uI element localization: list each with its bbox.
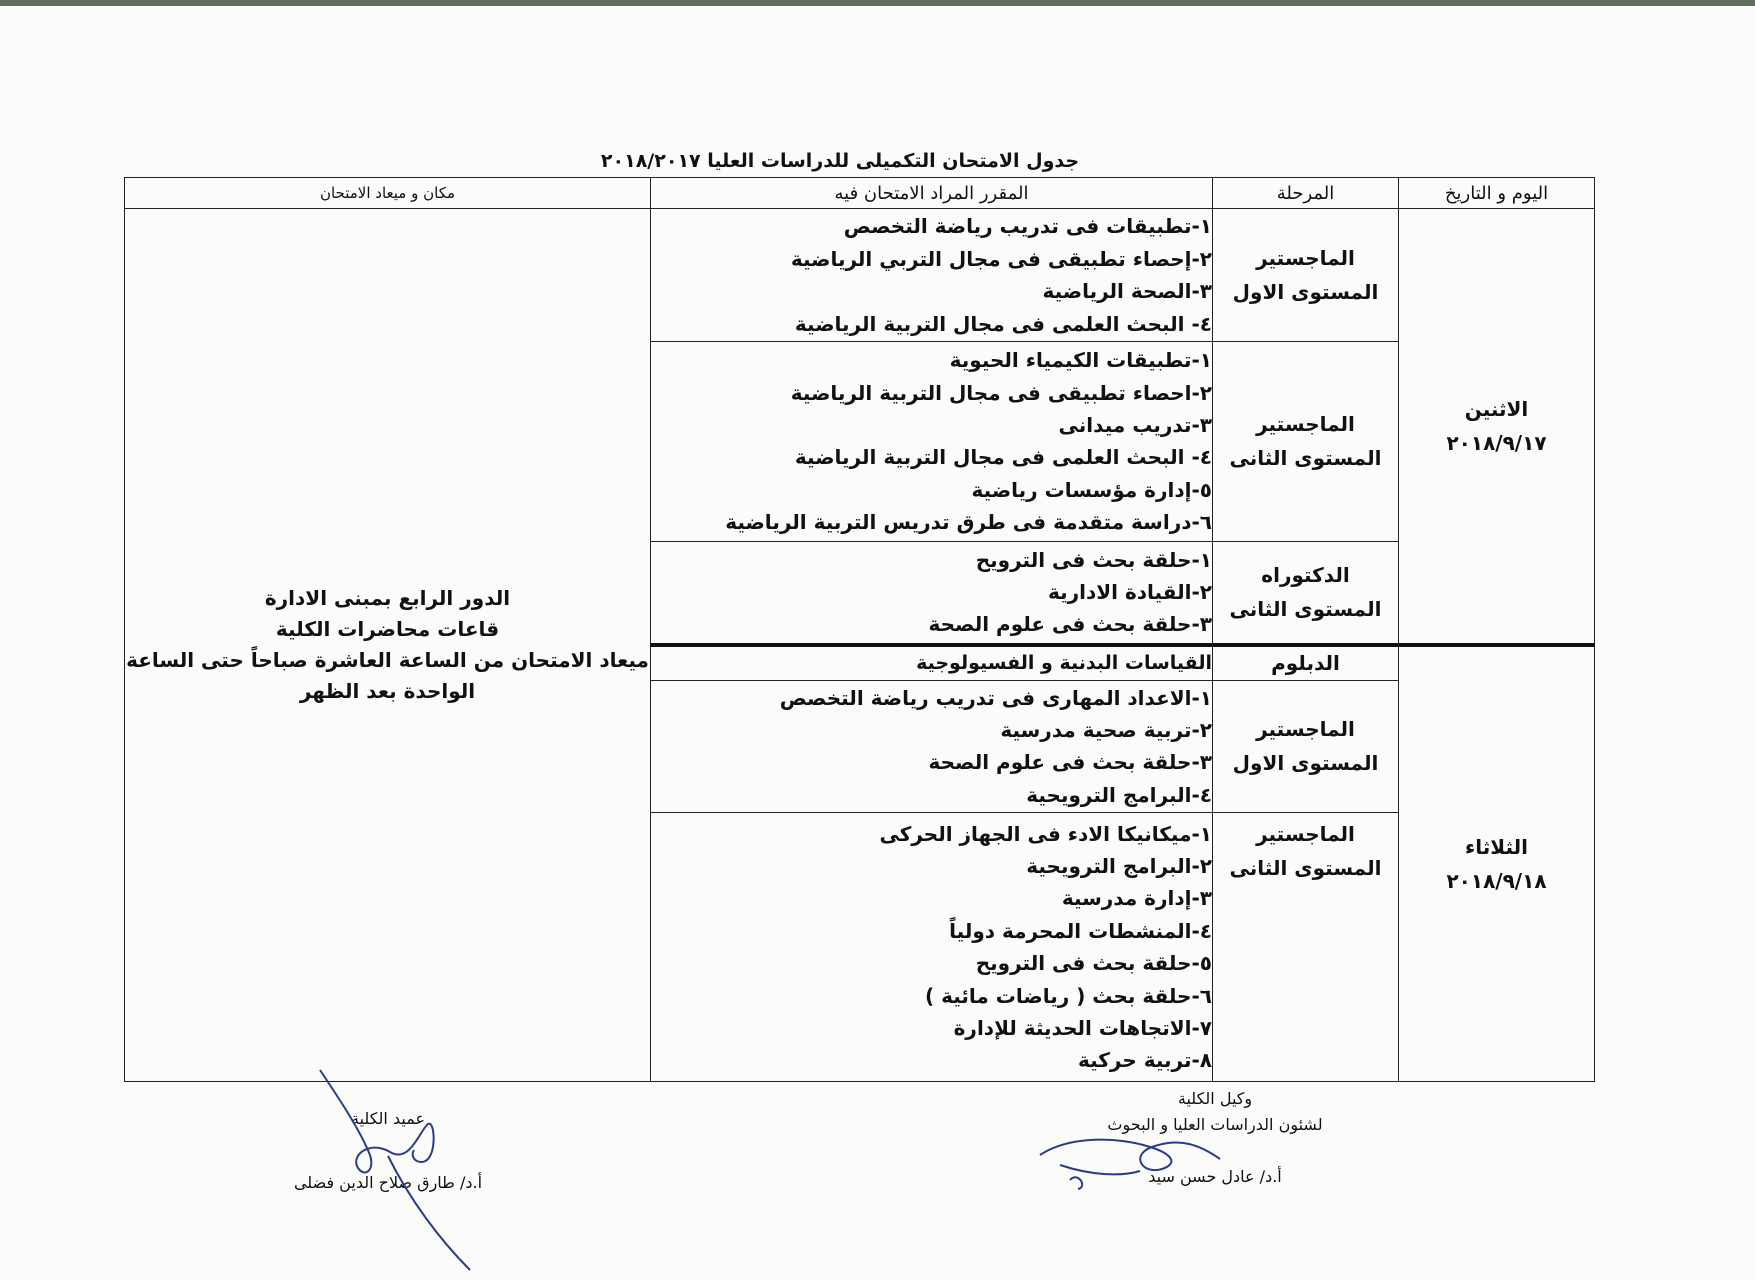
exam-schedule-table [124, 177, 1595, 1082]
course-item: ٣-حلقة بحث فى علوم الصحة [928, 612, 1212, 637]
courses-cell [651, 680, 1213, 813]
course-item: ٣-إدارة مدرسية [1061, 886, 1212, 911]
course-item: ١-حلقة بحث فى الترويح [975, 547, 1212, 572]
stage-line: الماجستير [1256, 822, 1355, 847]
stage-line: المستوى الاول [1232, 751, 1379, 776]
header-course: المقرر المراد الامتحان فيه [651, 178, 1213, 209]
vice-dean-office: لشئون الدراسات العليا و البحوث [1107, 1115, 1323, 1134]
course-item: ٢-إحصاء تطبيقى فى مجال التربي الرياضية [790, 246, 1212, 271]
stage-line: الماجستير [1256, 717, 1355, 742]
stage-cell [1213, 645, 1399, 680]
header-stage: المرحلة [1213, 178, 1399, 209]
course-item: ٤-المنشطات المحرمة دولياً [949, 918, 1212, 943]
stage-line: المستوى الاول [1232, 280, 1379, 305]
course-item: ١-الاعداد المهارى فى تدريب رياضة التخصص [779, 685, 1212, 710]
stage-line: المستوى الثانى [1229, 856, 1382, 881]
location-line: الواحدة بعد الظهر [299, 679, 476, 703]
course-item: ٧-الاتجاهات الحديثة للإدارة [953, 1016, 1212, 1040]
stage-line: المستوى الثانى [1229, 446, 1382, 471]
course-item: ٦-حلقة بحث ( رياضات مائية ) [925, 983, 1212, 1008]
course-item: القياسات البدنية و الفسيولوجية [651, 645, 1213, 680]
stage-cell [1213, 680, 1399, 813]
vice-dean-signature-block [1080, 1086, 1350, 1190]
stage-line: الماجستير [1256, 246, 1355, 271]
course-item: ٥-حلقة بحث فى الترويح [975, 951, 1212, 976]
header-location: مكان و ميعاد الامتحان [125, 178, 651, 209]
courses-cell [651, 541, 1213, 645]
course-item: ٣-الصحة الرياضية [1042, 279, 1212, 304]
course-item: ٤-البرامج الترويحية [1026, 782, 1212, 807]
day-date: ٢٠١٨/٩/١٧ [1446, 430, 1547, 455]
course-item: ١-تطبيقات الكيمياء الحيوية [949, 348, 1212, 373]
stage-cell [1213, 541, 1399, 645]
location-line: ميعاد الامتحان من الساعة العاشرة صباحاً حتى الساعة [126, 648, 649, 672]
course-item: ٤- البحث العلمى فى مجال التربية الرياضية [794, 311, 1212, 336]
courses-cell [651, 209, 1213, 342]
dean-signature-block [258, 1106, 518, 1196]
table-row [125, 209, 1595, 342]
course-item: ٢-احصاء تطبيقى فى مجال التربية الرياضية [790, 380, 1212, 405]
vice-dean-title: وكيل الكلية [1177, 1089, 1253, 1108]
day-date: ٢٠١٨/٩/١٨ [1446, 868, 1547, 893]
vice-dean-name: أ.د/ عادل حسن سيد [1148, 1167, 1282, 1186]
course-item: ٤- البحث العلمى فى مجال التربية الرياضية [794, 445, 1212, 470]
dean-name: أ.د/ طارق صلاح الدين فضلى [293, 1173, 483, 1192]
dean-title: عميد الكلية [351, 1109, 425, 1128]
course-item: ٢-تربية صحية مدرسية [1000, 718, 1212, 743]
stage-cell [1213, 813, 1399, 1082]
course-item: ٦-دراسة متقدمة فى طرق تدريس التربية الرياضية [725, 510, 1212, 535]
day-name: الاثنين [1464, 396, 1529, 421]
course-item: ٢-القيادة الادارية [1047, 580, 1212, 605]
course-item: ٣-حلقة بحث فى علوم الصحة [928, 750, 1212, 775]
courses-cell [651, 813, 1213, 1082]
stage-cell [1213, 209, 1399, 342]
day-name: الثلاثاء [1465, 834, 1528, 859]
location-line: الدور الرابع بمبنى الادارة [264, 586, 511, 610]
location-cell [125, 209, 651, 1082]
course-item: ٥-إدارة مؤسسات رياضية [971, 477, 1212, 502]
header-day-date: اليوم و التاريخ [1399, 178, 1595, 209]
course-item: ٣-تدريب ميدانى [1058, 413, 1212, 438]
stage-cell [1213, 342, 1399, 541]
course-item: ٨-تربية حركية [1077, 1048, 1212, 1073]
location-line: قاعات محاضرات الكلية [275, 617, 500, 641]
stage-line: المستوى الثانى [1229, 597, 1382, 622]
course-item: ١-تطبيقات فى تدريب رياضة التخصص [843, 214, 1212, 239]
courses-cell [651, 342, 1213, 541]
course-item: ٢-البرامج الترويحية [1026, 853, 1212, 878]
day-cell-tuesday [1399, 645, 1595, 1082]
day-cell-monday [1399, 209, 1595, 645]
stage-line: الدبلوم [1271, 651, 1340, 676]
course-item: ١-ميكانيكا الادء فى الجهاز الحركى [879, 821, 1212, 846]
scan-edge [0, 0, 1755, 6]
header-row [125, 178, 1595, 209]
stage-line: الدكتوراه [1261, 563, 1350, 588]
page-title: جدول الامتحان التكميلى للدراسات العليا ٢٠١٨/٢٠١٧ [600, 150, 1080, 172]
stage-line: الماجستير [1256, 412, 1355, 437]
